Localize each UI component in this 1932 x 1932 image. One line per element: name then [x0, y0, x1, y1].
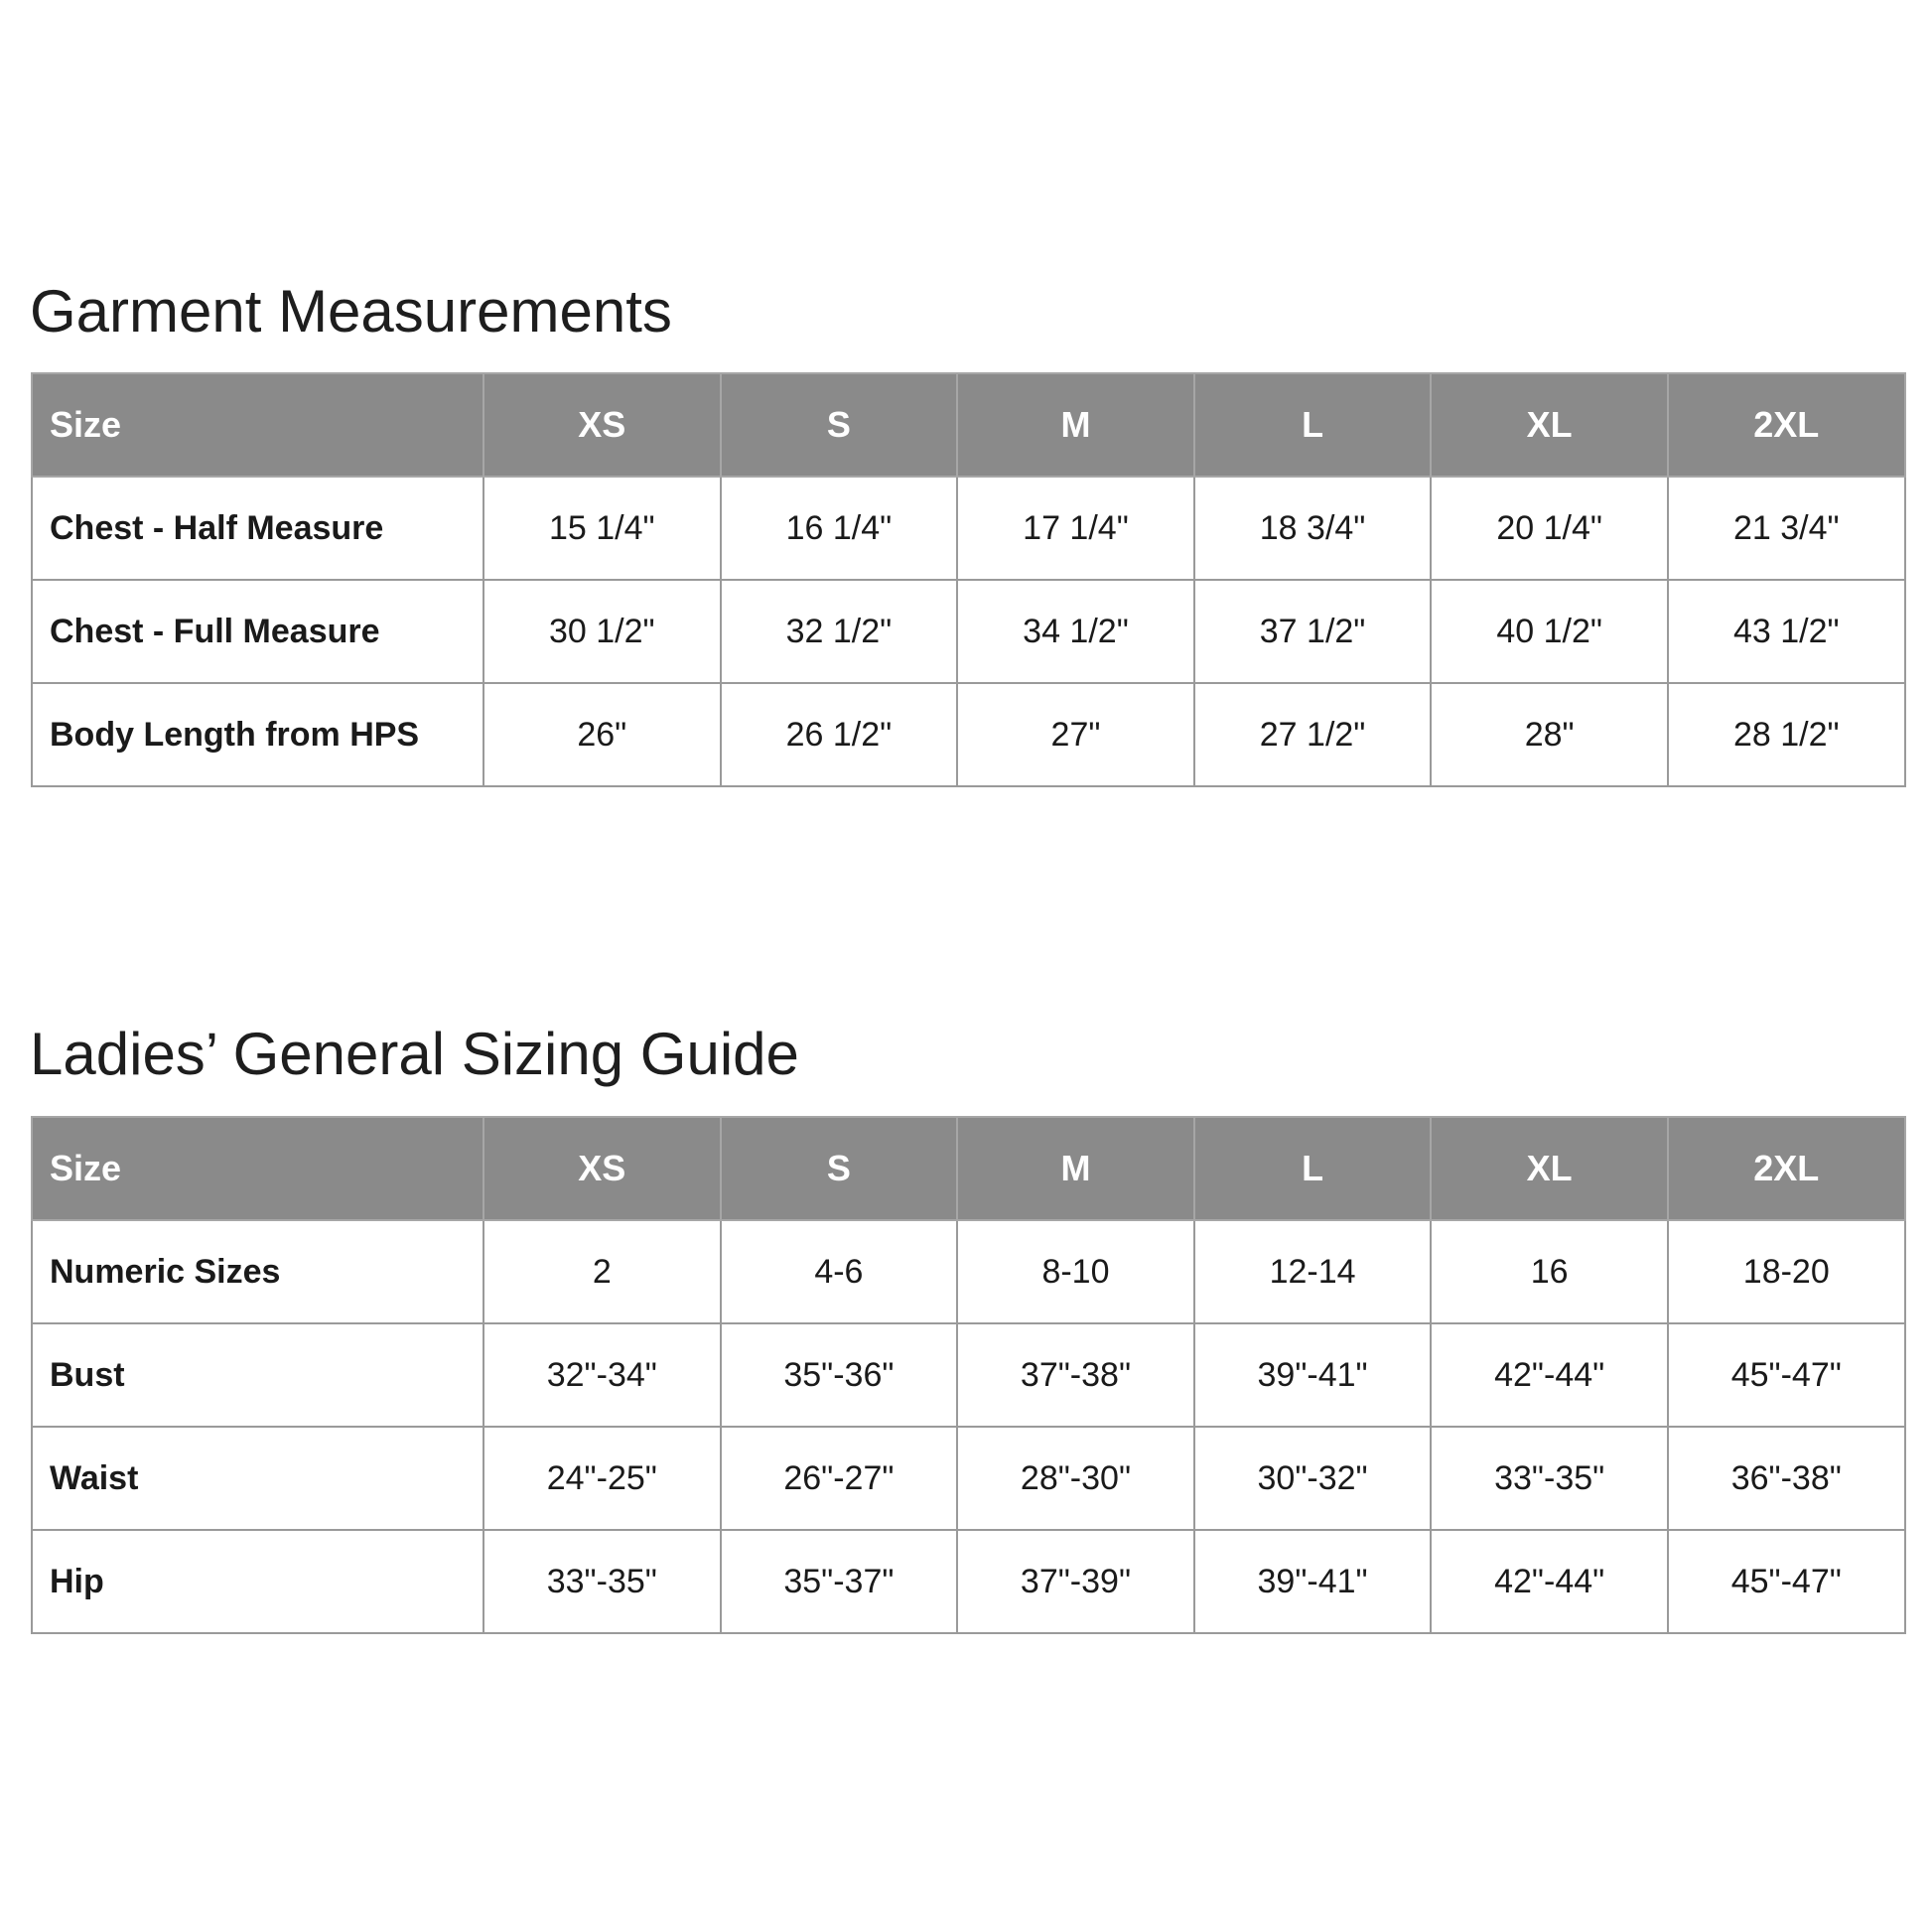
header-cell-l: L	[1194, 373, 1432, 477]
header-cell-s: S	[721, 373, 958, 477]
table-cell: 27 1/2"	[1194, 683, 1432, 786]
table-row	[32, 683, 1905, 786]
table-cell: 35"-37"	[721, 1530, 958, 1633]
row-label: Hip	[32, 1530, 483, 1633]
table-cell: 24"-25"	[483, 1427, 721, 1530]
table-cell: 21 3/4"	[1668, 477, 1905, 580]
header-cell-size: Size	[32, 373, 483, 477]
table-cell: 32 1/2"	[721, 580, 958, 683]
table-cell: 28"-30"	[957, 1427, 1194, 1530]
table-cell: 15 1/4"	[483, 477, 721, 580]
table-cell: 36"-38"	[1668, 1427, 1905, 1530]
header-cell-l: L	[1194, 1117, 1432, 1220]
header-cell-xl: XL	[1431, 373, 1668, 477]
table-cell: 42"-44"	[1431, 1530, 1668, 1633]
table-header-row	[32, 373, 1905, 477]
table-cell: 43 1/2"	[1668, 580, 1905, 683]
row-label: Numeric Sizes	[32, 1220, 483, 1323]
table-cell: 26"-27"	[721, 1427, 958, 1530]
table-row	[32, 580, 1905, 683]
table-cell: 28 1/2"	[1668, 683, 1905, 786]
table-cell: 30"-32"	[1194, 1427, 1432, 1530]
header-cell-m: M	[957, 1117, 1194, 1220]
header-cell-size: Size	[32, 1117, 483, 1220]
table-cell: 30 1/2"	[483, 580, 721, 683]
table-cell: 20 1/4"	[1431, 477, 1668, 580]
header-cell-m: M	[957, 373, 1194, 477]
table-cell: 40 1/2"	[1431, 580, 1668, 683]
table-cell: 35"-36"	[721, 1323, 958, 1427]
table-cell: 39"-41"	[1194, 1323, 1432, 1427]
table-cell: 32"-34"	[483, 1323, 721, 1427]
header-cell-2xl: 2XL	[1668, 1117, 1905, 1220]
table-cell: 12-14	[1194, 1220, 1432, 1323]
row-label: Chest - Full Measure	[32, 580, 483, 683]
ladies-sizing-guide-table	[31, 1116, 1906, 1634]
table-cell: 42"-44"	[1431, 1323, 1668, 1427]
header-cell-s: S	[721, 1117, 958, 1220]
garment-measurements-title: Garment Measurements	[30, 278, 672, 345]
table-cell: 26"	[483, 683, 721, 786]
table-cell: 34 1/2"	[957, 580, 1194, 683]
table-header-row	[32, 1117, 1905, 1220]
table-cell: 45"-47"	[1668, 1530, 1905, 1633]
table-cell: 37"-39"	[957, 1530, 1194, 1633]
table-cell: 16	[1431, 1220, 1668, 1323]
table-cell: 39"-41"	[1194, 1530, 1432, 1633]
table-cell: 2	[483, 1220, 721, 1323]
table-cell: 8-10	[957, 1220, 1194, 1323]
table-cell: 45"-47"	[1668, 1323, 1905, 1427]
header-cell-2xl: 2XL	[1668, 373, 1905, 477]
table-cell: 16 1/4"	[721, 477, 958, 580]
table-cell: 27"	[957, 683, 1194, 786]
table-cell: 18-20	[1668, 1220, 1905, 1323]
table-row	[32, 1220, 1905, 1323]
table-row	[32, 1530, 1905, 1633]
table-cell: 28"	[1431, 683, 1668, 786]
table-row	[32, 477, 1905, 580]
table-cell: 18 3/4"	[1194, 477, 1432, 580]
row-label: Waist	[32, 1427, 483, 1530]
table-cell: 33"-35"	[483, 1530, 721, 1633]
table-cell: 37 1/2"	[1194, 580, 1432, 683]
table-row	[32, 1427, 1905, 1530]
table-cell: 26 1/2"	[721, 683, 958, 786]
table-row	[32, 1323, 1905, 1427]
header-cell-xs: XS	[483, 373, 721, 477]
header-cell-xs: XS	[483, 1117, 721, 1220]
garment-measurements-table	[31, 372, 1906, 787]
row-label: Bust	[32, 1323, 483, 1427]
table-cell: 37"-38"	[957, 1323, 1194, 1427]
table-cell: 33"-35"	[1431, 1427, 1668, 1530]
table-cell: 4-6	[721, 1220, 958, 1323]
row-label: Chest - Half Measure	[32, 477, 483, 580]
ladies-sizing-guide-title: Ladies’ General Sizing Guide	[30, 1021, 799, 1087]
table-cell: 17 1/4"	[957, 477, 1194, 580]
row-label: Body Length from HPS	[32, 683, 483, 786]
header-cell-xl: XL	[1431, 1117, 1668, 1220]
